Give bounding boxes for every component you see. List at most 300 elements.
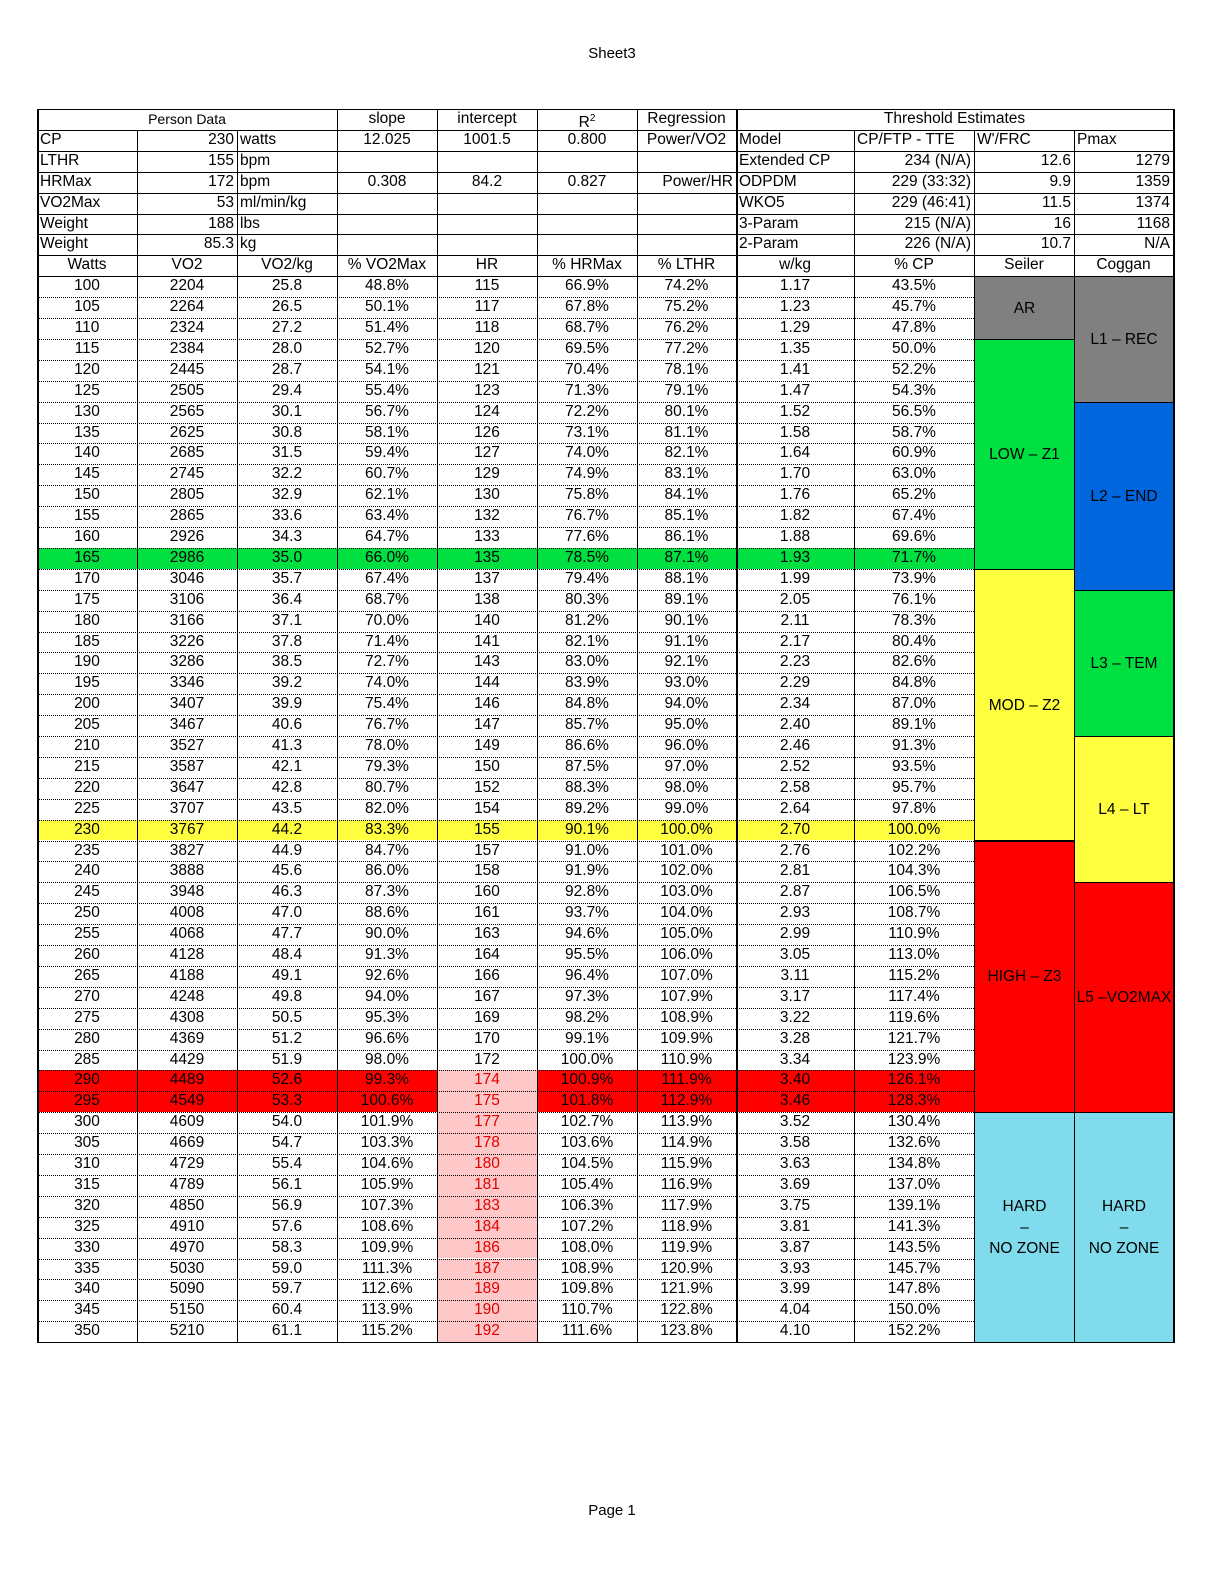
table-cell: 55.4 <box>271 1155 303 1172</box>
table-cell: 111.6% <box>561 1322 613 1340</box>
row-separator <box>37 485 974 486</box>
table-cell: 45.6 <box>271 862 303 880</box>
table-cell: 70.0% <box>365 611 409 629</box>
column-header: VO2 <box>171 256 203 274</box>
table-cell: 130 <box>74 402 100 420</box>
table-cell: 100.0% <box>887 820 941 838</box>
grid-line <box>37 109 39 1343</box>
table-cell: 111.9% <box>661 1071 712 1089</box>
table-cell: 2.99 <box>779 925 811 943</box>
table-cell: 152.2% <box>887 1322 941 1340</box>
table-cell: 87.1% <box>664 548 709 566</box>
threshold-cp: 226 (N/A) <box>904 235 971 253</box>
table-cell: 99.0% <box>664 799 709 817</box>
table-cell: 115.9% <box>660 1155 713 1172</box>
row-separator <box>37 882 974 883</box>
table-cell: 145.7% <box>887 1259 941 1277</box>
table-cell: 35.7 <box>271 569 303 587</box>
table-cell: 2745 <box>169 465 205 483</box>
person-label: CP <box>40 130 62 148</box>
table-cell: 90.1% <box>565 820 609 838</box>
table-cell: 133 <box>474 528 500 545</box>
table-cell: 113.9% <box>361 1301 413 1319</box>
table-cell: 2.34 <box>779 695 811 713</box>
table-cell: 118.9% <box>660 1217 713 1235</box>
row-separator <box>37 673 974 674</box>
threshold-frc: W'/FRC <box>977 130 1031 148</box>
person-unit: kg <box>240 235 257 253</box>
table-cell: 54.3% <box>892 381 936 399</box>
table-cell: 51.2 <box>271 1029 303 1047</box>
table-cell: 63.4% <box>365 507 409 525</box>
table-cell: 143 <box>474 653 500 671</box>
table-cell: 114.9% <box>660 1134 713 1152</box>
table-cell: 195 <box>74 674 100 692</box>
table-cell: 255 <box>74 925 100 943</box>
table-cell: 108.6% <box>360 1217 414 1235</box>
table-cell: 92.6% <box>365 966 409 984</box>
table-cell: 1.52 <box>779 402 811 420</box>
seiler-zone: AR <box>974 276 1075 340</box>
table-cell: 71.7% <box>892 548 936 566</box>
table-cell: 66.9% <box>565 277 609 295</box>
row-separator <box>37 1321 974 1322</box>
threshold-model: Extended CP <box>739 151 831 169</box>
table-cell: 96.0% <box>664 737 709 754</box>
table-cell: 175 <box>474 1092 500 1110</box>
regression-intercept: 1001.5 <box>463 130 511 148</box>
coggan-zone: L4 – LT <box>1074 736 1174 883</box>
table-cell: 4308 <box>169 1008 205 1026</box>
table-cell: 3467 <box>169 716 205 734</box>
table-cell: 32.9 <box>271 486 303 504</box>
table-cell: 108.0% <box>560 1238 614 1256</box>
row-separator <box>37 861 974 862</box>
table-cell: 94.0% <box>365 987 409 1005</box>
table-cell: 121.7% <box>887 1029 941 1047</box>
table-cell: 210 <box>74 737 100 754</box>
table-cell: 3948 <box>169 883 205 901</box>
table-cell: 84.8% <box>892 674 936 692</box>
table-cell: 92.8% <box>565 883 609 901</box>
table-cell: 1.58 <box>779 423 811 441</box>
row-separator <box>37 799 974 800</box>
table-cell: 75.4% <box>365 695 409 713</box>
table-cell: 3.40 <box>779 1071 811 1089</box>
table-cell: 51.4% <box>365 319 409 336</box>
grid-line <box>37 234 1173 235</box>
grid-line <box>337 109 338 1342</box>
table-cell: 2.81 <box>779 862 811 880</box>
grid-line <box>37 276 1173 277</box>
table-cell: 95.0% <box>664 716 709 734</box>
table-cell: 62.1% <box>365 486 409 504</box>
threshold-pmax: Pmax <box>1077 130 1117 148</box>
table-cell: 120 <box>474 339 500 357</box>
threshold-model: 3-Param <box>739 214 799 232</box>
person-unit: bpm <box>240 151 271 169</box>
table-cell: 108.9% <box>660 1008 713 1026</box>
table-cell: 150 <box>474 757 500 775</box>
person-unit: lbs <box>240 214 260 232</box>
table-cell: 1.76 <box>779 486 811 504</box>
row-separator <box>37 527 974 528</box>
table-cell: 91.1% <box>664 632 709 650</box>
table-cell: 44.9 <box>271 841 303 859</box>
table-cell: 89.2% <box>565 799 609 817</box>
table-cell: 95.3% <box>365 1008 409 1026</box>
person-label: Weight <box>40 214 88 232</box>
table-cell: 275 <box>74 1008 100 1026</box>
table-cell: 3827 <box>169 841 205 859</box>
table-cell: 81.2% <box>565 611 609 629</box>
table-cell: 3046 <box>169 569 205 587</box>
table-cell: 4429 <box>169 1050 205 1068</box>
table-cell: 52.2% <box>892 360 936 378</box>
table-cell: 50.0% <box>892 339 936 357</box>
r2-superscript: 2 <box>589 113 596 124</box>
table-cell: 105.0% <box>660 925 713 943</box>
regression-name <box>637 234 736 255</box>
table-cell: 72.2% <box>565 402 609 420</box>
table-cell: 71.3% <box>565 381 609 399</box>
table-cell: 155 <box>74 507 100 525</box>
coggan-zone: L5 –VO2MAX <box>1074 882 1174 1113</box>
table-cell: 56.1 <box>271 1175 303 1193</box>
table-cell: 2445 <box>169 360 205 378</box>
table-cell: 87.3% <box>365 883 409 901</box>
table-cell: 183 <box>474 1196 500 1214</box>
table-cell: 32.2 <box>271 465 303 483</box>
table-cell: 192 <box>474 1322 500 1340</box>
table-cell: 205 <box>74 716 100 734</box>
grid-line <box>854 130 855 1342</box>
table-cell: 103.6% <box>560 1134 614 1152</box>
table-cell: 2264 <box>169 298 205 316</box>
table-cell: 107.9% <box>660 987 713 1005</box>
table-cell: 105.4% <box>560 1175 614 1193</box>
table-cell: 2.29 <box>779 674 811 692</box>
table-cell: 47.8% <box>892 319 936 336</box>
table-cell: 72.7% <box>365 653 409 671</box>
regression-r2 <box>537 151 637 172</box>
table-cell: 3.93 <box>779 1259 811 1277</box>
table-cell: 109.9% <box>360 1238 414 1256</box>
table-cell: 1.88 <box>779 528 811 545</box>
intercept-header: intercept <box>457 110 517 127</box>
table-cell: 3.87 <box>779 1238 811 1256</box>
table-cell: 120 <box>74 360 100 378</box>
table-cell: 80.4% <box>892 632 936 650</box>
threshold-cp: 234 (N/A) <box>904 151 971 169</box>
table-cell: 295 <box>74 1092 100 1110</box>
table-cell: 305 <box>74 1134 100 1152</box>
table-cell: 215 <box>74 757 100 775</box>
column-header: HR <box>475 256 499 274</box>
grid-line <box>437 109 438 1342</box>
table-cell: 2.58 <box>779 778 811 796</box>
table-cell: 116.9% <box>660 1175 713 1193</box>
table-cell: 96.6% <box>365 1029 409 1047</box>
regression-intercept <box>437 151 537 172</box>
person-data-header: Person Data <box>148 111 226 127</box>
row-separator <box>37 590 974 591</box>
table-cell: 155 <box>474 820 500 838</box>
table-cell: 48.8% <box>365 277 409 295</box>
table-cell: 49.1 <box>271 966 303 984</box>
table-cell: 139.1% <box>887 1196 941 1214</box>
row-separator <box>37 464 974 465</box>
table-cell: 230 <box>74 820 100 838</box>
table-cell: 320 <box>74 1196 100 1214</box>
table-cell: 3767 <box>169 820 205 838</box>
table-cell: 102.2% <box>887 841 941 859</box>
column-header: w/kg <box>779 256 811 274</box>
table-cell: 73.1% <box>565 423 609 441</box>
regression-slope <box>337 234 437 255</box>
regression-intercept: 84.2 <box>471 172 503 190</box>
table-cell: 345 <box>74 1301 100 1319</box>
table-cell: 121.9% <box>660 1280 713 1298</box>
table-cell: 41.3 <box>271 737 303 754</box>
table-cell: 78.1% <box>664 360 709 378</box>
table-cell: 52.7% <box>365 339 409 357</box>
table-cell: 103.3% <box>360 1134 414 1152</box>
table-cell: 117.9% <box>660 1196 713 1214</box>
table-cell: 3.17 <box>779 987 811 1005</box>
table-cell: 141 <box>474 632 500 650</box>
table-cell: 61.1 <box>271 1322 303 1340</box>
table-cell: 190 <box>474 1301 500 1319</box>
table-cell: 164 <box>474 946 500 963</box>
table-cell: 90.0% <box>365 925 409 943</box>
table-cell: 187 <box>474 1259 500 1277</box>
table-cell: 2.23 <box>779 653 811 671</box>
seiler-zone: HARD – NO ZONE <box>974 1112 1075 1343</box>
person-value: 155 <box>208 151 234 169</box>
table-cell: 130 <box>474 486 500 504</box>
row-separator <box>37 841 974 842</box>
table-cell: 2.93 <box>779 904 811 922</box>
table-cell: 123 <box>474 381 500 399</box>
table-cell: 28.7 <box>271 360 303 378</box>
table-cell: 2.46 <box>779 737 811 754</box>
table-cell: 245 <box>74 883 100 901</box>
table-cell: 3527 <box>169 737 205 754</box>
table-cell: 109.8% <box>560 1280 614 1298</box>
column-header: Coggan <box>1096 256 1151 274</box>
table-cell: 121 <box>474 360 500 378</box>
table-cell: 59.7 <box>271 1280 303 1298</box>
table-cell: 1.82 <box>779 507 811 525</box>
person-unit: ml/min/kg <box>240 193 307 211</box>
table-cell: 3.69 <box>779 1175 811 1193</box>
table-cell: 111.3% <box>361 1259 413 1277</box>
row-separator <box>37 1279 974 1280</box>
table-cell: 280 <box>74 1029 100 1047</box>
table-cell: 2.40 <box>779 716 811 734</box>
table-cell: 68.7% <box>565 319 609 336</box>
grid-line <box>37 151 1173 152</box>
table-cell: 265 <box>74 966 100 984</box>
table-cell: 87.0% <box>892 695 936 713</box>
seiler-zone: MOD – Z2 <box>974 569 1075 842</box>
seiler-zone: LOW – Z1 <box>974 339 1075 570</box>
table-cell: 101.9% <box>360 1113 414 1131</box>
row-separator <box>37 778 974 779</box>
table-cell: 76.7% <box>565 507 609 525</box>
table-cell: 85.7% <box>565 716 609 734</box>
row-separator <box>37 1070 974 1071</box>
grid-line <box>37 214 1173 215</box>
table-cell: 146 <box>474 695 500 713</box>
table-cell: 161 <box>474 904 500 922</box>
coggan-zone: L2 – END <box>1074 402 1174 591</box>
row-separator <box>37 694 974 695</box>
table-cell: 178 <box>474 1134 500 1152</box>
table-cell: 4729 <box>169 1155 205 1172</box>
table-cell: 58.3 <box>271 1238 303 1256</box>
table-cell: 34.3 <box>271 528 303 545</box>
person-unit: bpm <box>240 172 271 190</box>
table-cell: 80.3% <box>565 590 609 608</box>
table-cell: 250 <box>74 904 100 922</box>
regression-header: Regression <box>647 110 726 127</box>
table-cell: 98.0% <box>365 1050 409 1068</box>
table-cell: 126 <box>474 423 500 441</box>
table-cell: 2324 <box>169 319 205 336</box>
table-cell: 110.9% <box>660 1050 713 1068</box>
table-cell: 55.4% <box>365 381 409 399</box>
table-cell: 3166 <box>169 611 205 629</box>
table-cell: 54.1% <box>365 360 409 378</box>
table-cell: 163 <box>474 925 500 943</box>
table-cell: 4.04 <box>779 1301 811 1319</box>
row-separator <box>37 569 974 570</box>
table-cell: 119.9% <box>660 1238 713 1256</box>
table-cell: 2.70 <box>779 820 811 838</box>
table-cell: 2.11 <box>780 611 810 629</box>
table-cell: 3.22 <box>779 1008 811 1026</box>
threshold-frc: 9.9 <box>1049 172 1071 190</box>
threshold-model: Model <box>739 130 782 148</box>
table-cell: 3226 <box>169 632 205 650</box>
table-cell: 75.2% <box>664 298 709 316</box>
table-cell: 93.7% <box>565 904 609 922</box>
table-cell: 3587 <box>169 757 205 775</box>
table-cell: 3647 <box>169 778 205 796</box>
table-cell: 4549 <box>169 1092 205 1110</box>
table-cell: 50.5 <box>271 1008 303 1026</box>
regression-slope: 12.025 <box>363 130 411 148</box>
row-separator <box>37 1050 974 1051</box>
table-cell: 101.0% <box>660 841 713 859</box>
table-cell: 74.0% <box>365 674 409 692</box>
row-separator <box>37 1196 974 1197</box>
column-header: % VO2Max <box>347 256 427 274</box>
table-cell: 3.99 <box>779 1280 811 1298</box>
table-cell: 59.4% <box>365 444 409 462</box>
table-cell: 4008 <box>169 904 205 922</box>
table-cell: 38.5 <box>271 653 303 671</box>
row-separator <box>37 381 974 382</box>
table-cell: 3.28 <box>779 1029 811 1047</box>
table-cell: 5150 <box>169 1301 205 1319</box>
table-cell: 95.5% <box>565 946 609 963</box>
threshold-cp: 215 (N/A) <box>904 214 971 232</box>
table-cell: 4248 <box>169 987 205 1005</box>
row-separator <box>37 611 974 612</box>
table-cell: 78.5% <box>565 548 609 566</box>
table-cell: 154 <box>474 799 500 817</box>
table-cell: 5210 <box>169 1322 205 1340</box>
table-cell: 2.64 <box>779 799 811 817</box>
table-cell: 157 <box>474 841 500 859</box>
table-cell: 85.1% <box>664 507 709 525</box>
table-cell: 170 <box>474 1029 500 1047</box>
row-separator <box>37 1091 974 1092</box>
table-cell: 60.9% <box>892 444 936 462</box>
regression-intercept <box>437 214 537 235</box>
grid-line <box>137 130 138 1342</box>
table-cell: 88.3% <box>565 778 609 796</box>
table-cell: 103.0% <box>660 883 713 901</box>
table-cell: 123.9% <box>887 1050 941 1068</box>
table-cell: 123.8% <box>660 1322 713 1340</box>
column-header: % LTHR <box>657 256 716 274</box>
column-header: Seiler <box>1004 256 1044 274</box>
table-cell: 99.1% <box>565 1029 609 1047</box>
row-separator <box>37 1008 974 1009</box>
table-cell: 78.3% <box>892 611 936 629</box>
table-cell: 189 <box>474 1280 500 1298</box>
row-separator <box>37 423 974 424</box>
table-cell: 115.2% <box>361 1322 413 1340</box>
row-separator <box>37 360 974 361</box>
table-cell: 190 <box>74 653 100 671</box>
table-cell: 172 <box>474 1050 500 1068</box>
table-cell: 107.3% <box>360 1196 414 1214</box>
table-cell: 37.1 <box>271 611 303 629</box>
grid-line <box>237 130 238 1342</box>
column-header: VO2/kg <box>261 256 313 274</box>
table-cell: 88.1% <box>664 569 709 587</box>
row-separator <box>37 548 974 549</box>
table-cell: 56.5% <box>892 402 936 420</box>
table-cell: 106.3% <box>560 1196 614 1214</box>
table-cell: 79.1% <box>664 381 709 399</box>
threshold-cp: 229 (46:41) <box>891 193 971 211</box>
table-cell: 177 <box>474 1113 500 1131</box>
table-cell: 30.8 <box>271 423 303 441</box>
table-cell: 42.1 <box>271 757 303 775</box>
table-cell: 170 <box>74 569 100 587</box>
table-cell: 100.0% <box>660 820 713 838</box>
table-cell: 76.2% <box>664 319 709 336</box>
row-separator <box>37 1154 974 1155</box>
table-cell: 330 <box>74 1238 100 1256</box>
table-cell: 81.1% <box>664 423 709 441</box>
table-cell: 147.8% <box>887 1280 941 1298</box>
table-cell: 67.4% <box>365 569 409 587</box>
table-cell: 174 <box>474 1071 500 1089</box>
person-label: HRMax <box>40 172 92 190</box>
table-cell: 45.7% <box>892 298 936 316</box>
table-cell: 167 <box>474 987 500 1005</box>
table-cell: 141.3% <box>887 1217 941 1235</box>
regression-intercept <box>437 234 537 255</box>
grid-line <box>37 1342 974 1343</box>
